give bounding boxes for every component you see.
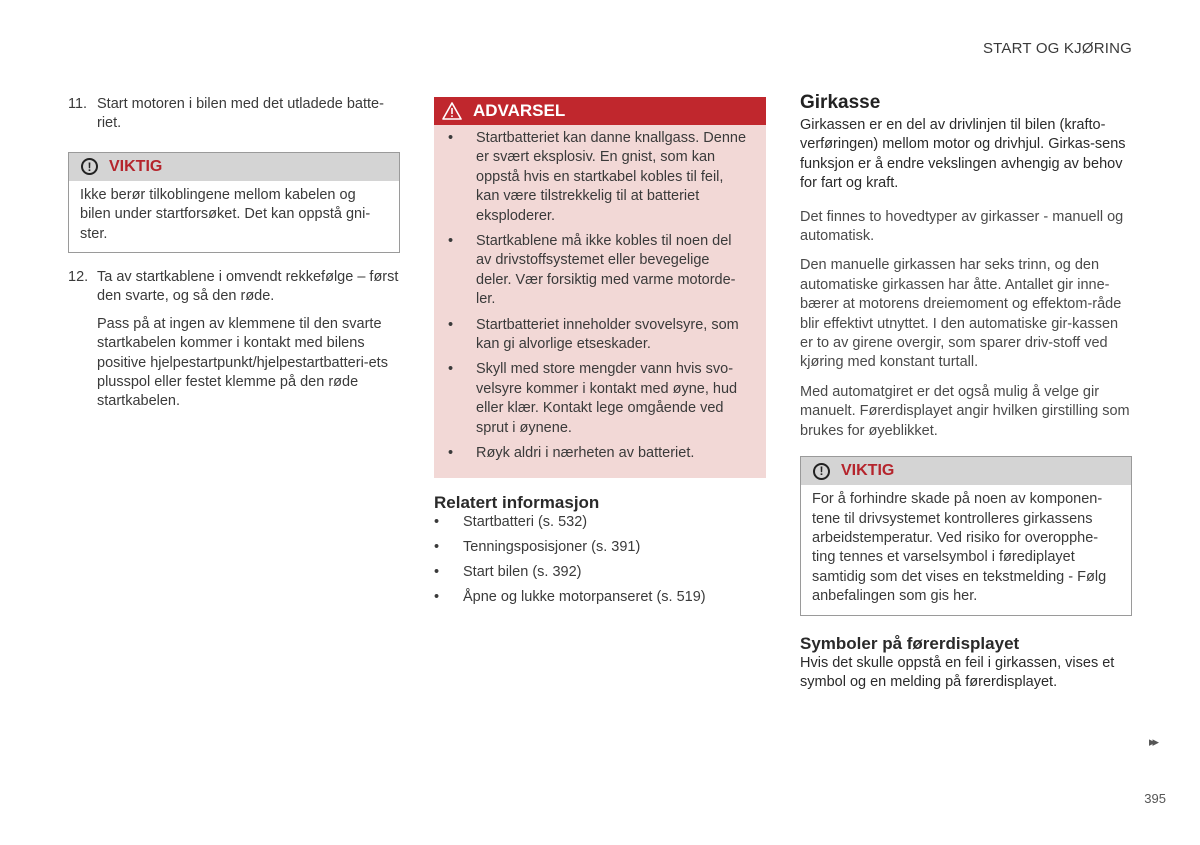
warning-header <box>434 97 766 125</box>
related-link[interactable] <box>434 563 766 582</box>
important-notice-title: VIKTIG <box>109 157 163 175</box>
bullet-icon: • <box>448 316 454 333</box>
continue-arrows-icon: ▸▸ <box>1149 734 1157 749</box>
warning-item-text: Røyk aldri i nærheten av batteriet. <box>476 445 695 462</box>
step-11 <box>68 95 400 134</box>
symbols-title: Symboler på førerdisplayet <box>800 633 1020 653</box>
step-text: Ta av startkablene i omvendt rekkefølge – først den svarte, og så den røde. <box>97 269 399 305</box>
step-12 <box>68 268 400 307</box>
warning-item-text: Startbatteriet inneholder svovelsyre, som kan gi alvorlige etseskader. <box>476 316 739 353</box>
paragraph: Den manuelle girkassen har seks trinn, og den automatiske girkassen har åtte. Antallet gir inne-bærer at motorens dreiemoment og effektom-råde blir effektivt utnyttet. I den automatiske gir-kassen er to av girene overgir, som sparer driv-stoff ved kjøring med konstant turtall. <box>800 257 1122 371</box>
important-notice <box>68 152 400 253</box>
warning-item <box>446 129 748 226</box>
related-link[interactable] <box>434 538 766 557</box>
step-text: Start motoren i bilen med det utladede batte-riet. <box>97 96 384 132</box>
important-notice-title: VIKTIG <box>841 462 895 480</box>
related-info <box>434 493 766 608</box>
bullet-icon: • <box>448 130 454 146</box>
warning-title: ADVARSEL <box>473 101 566 120</box>
column-middle <box>434 97 766 613</box>
bullet-icon: • <box>434 513 440 530</box>
related-links <box>434 513 766 608</box>
warning-item <box>446 232 748 310</box>
related-link[interactable] <box>434 513 766 532</box>
column-left <box>68 95 400 412</box>
exclamation-icon: ! <box>81 158 98 175</box>
warning-item-text: Startkablene må ikke kobles til noen del av drivstoffsystemet eller bevegelige deler. Vær forsiktig med varme motorde-ler. <box>476 233 736 308</box>
step-number: 11. <box>68 96 88 112</box>
step-12-note: Pass på at ingen av klemmene til den svarte startkabelen kommer i kontakt med bilens positive hjelpestartpunkt/hjelpestartbatteri-ets plusspol eller festet klemme på den røde startkabelen. <box>97 315 388 410</box>
bullet-icon: • <box>448 445 454 462</box>
important-notice-header <box>801 457 1131 485</box>
related-info-title: Relatert informasjon <box>434 492 600 512</box>
related-link-text[interactable]: Åpne og lukke motorpanseret (s. 519) <box>463 589 706 606</box>
section-title: Girkasse <box>800 92 881 113</box>
important-notice-text: For å forhindre skade på noen av komponen-tene til drivsystemet kontrolleres girkassens arbeidstemperatur. Ved risiko for overopphe-ting tennes et varselsymbol i førediplayet samtidig som det vises en tekstmelding - Følg anbefalingen som gis her. <box>812 491 1107 605</box>
bullet-icon: • <box>448 233 454 250</box>
related-link-text[interactable]: Start bilen (s. 392) <box>463 563 582 580</box>
exclamation-icon: ! <box>813 463 830 480</box>
step-number: 12. <box>68 269 89 286</box>
important-notice <box>800 456 1132 615</box>
related-link-text[interactable]: Tenningsposisjoner (s. 391) <box>463 538 641 555</box>
important-notice-header <box>69 153 399 181</box>
bullet-icon: • <box>434 563 440 580</box>
column-right <box>800 92 1132 692</box>
section-header: START OG KJØRING <box>982 40 1132 57</box>
page-number: 395 <box>1144 791 1166 806</box>
warning-triangle-icon <box>442 102 462 120</box>
lead-paragraph: Girkassen er en del av drivlinjen til bilen (krafto-verføringen) mellom motor og drivhjul. Girkas-sens funksjon er å endre vekslingen avhengig av behov for fart og kraft. <box>800 117 1126 192</box>
bullet-icon: • <box>448 361 454 378</box>
paragraph: Det finnes to hovedtyper av girkasser - manuell og automatisk. <box>800 208 1124 245</box>
related-link[interactable] <box>434 588 766 607</box>
important-notice-text: Ikke berør tilkoblingene mellom kabelen og bilen under startforsøket. Det kan oppstå gni-ster. <box>80 186 371 242</box>
warning-item <box>446 444 748 463</box>
related-link-text[interactable]: Startbatteri (s. 532) <box>463 513 588 530</box>
bullet-icon: • <box>434 589 440 606</box>
symbols-section <box>800 634 1132 693</box>
paragraph: Med automatgiret er det også mulig å velge gir manuelt. Førerdisplayet angir hvilken girstilling som brukes for øyeblikket. <box>800 383 1130 439</box>
warning-list <box>434 125 766 478</box>
warning-item <box>446 360 748 438</box>
warning-item <box>446 316 748 355</box>
symbols-text: Hvis det skulle oppstå en feil i girkassen, vises et symbol og en melding på førerdisplayet. <box>800 654 1115 690</box>
warning-item-text: Skyll med store mengder vann hvis svo-velsyre kommer i kontakt med øyne, hud eller klær. Kontakt lege omgående ved sprut i øynene. <box>476 361 738 436</box>
warning-box <box>434 97 766 478</box>
bullet-icon: • <box>434 538 440 555</box>
warning-item-text: Startbatteriet kan danne knallgass. Denne er svært eksplosiv. En gnist, som kan oppstå hvis en startkabel kobles til feil, kan være tilstrekkelig til at batteriet eksploderer. <box>476 130 747 224</box>
